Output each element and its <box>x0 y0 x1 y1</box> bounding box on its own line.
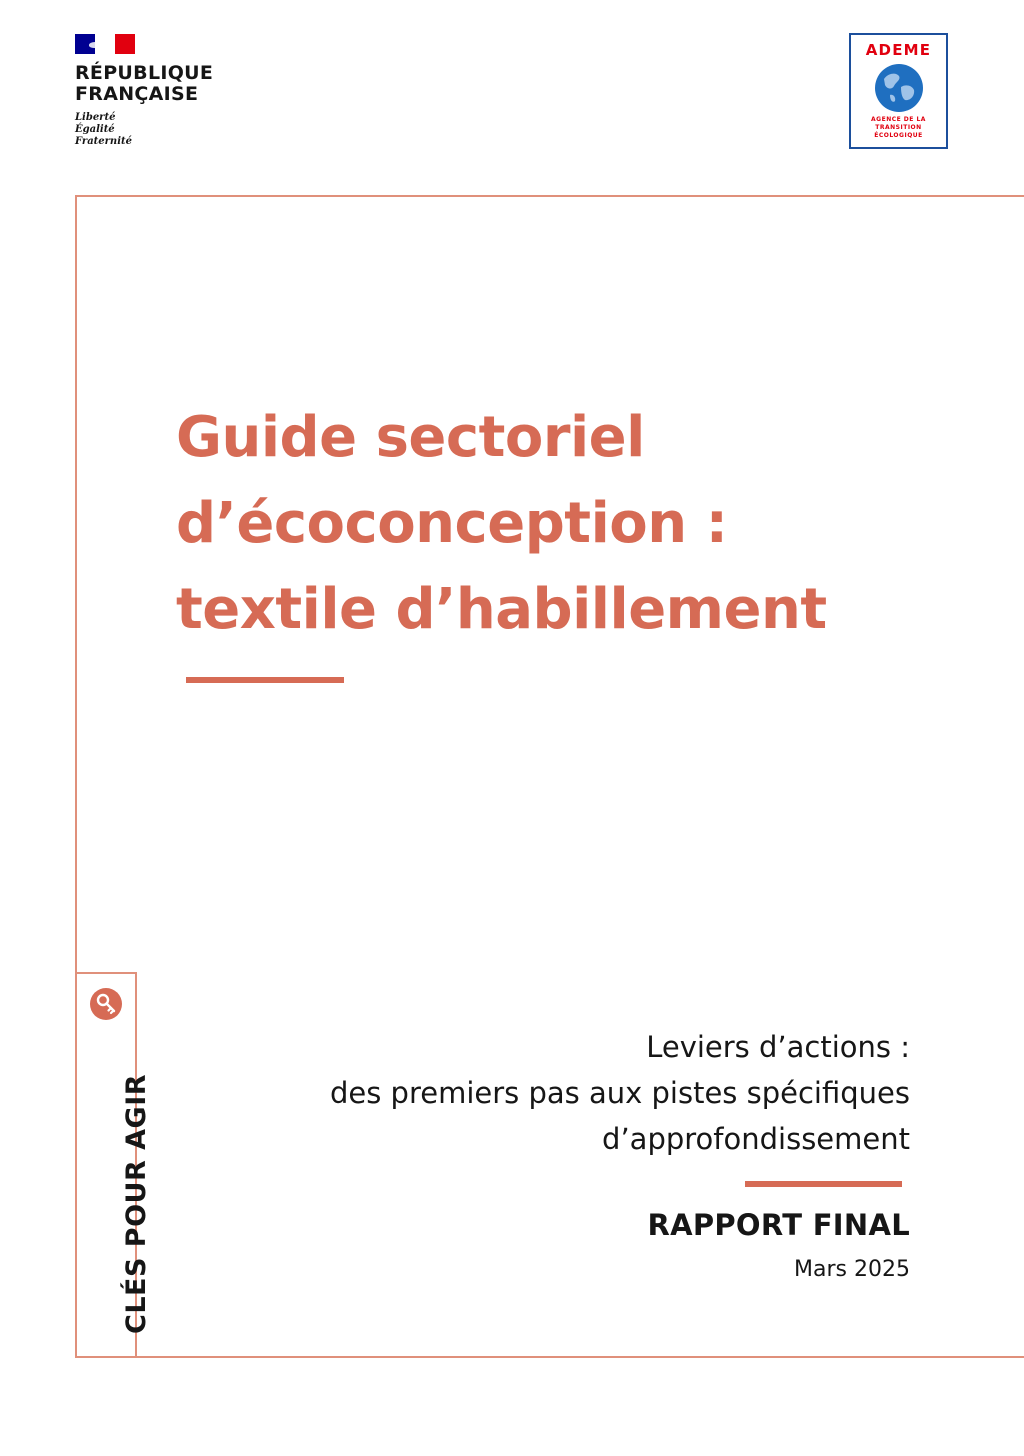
ademe-name: ADEME <box>865 41 932 59</box>
subtitle-line-2: des premiers pas aux pistes spécifiques <box>329 1076 910 1110</box>
ademe-logo <box>849 33 948 149</box>
motto-egalite: Égalité <box>75 124 115 135</box>
report-label: RAPPORT FINAL <box>647 1208 910 1242</box>
motto-fraternite: Fraternité <box>75 136 132 147</box>
frame-top-border <box>75 195 1024 197</box>
french-flag-icon <box>75 34 135 54</box>
motto-liberte: Liberté <box>75 112 116 123</box>
key-icon <box>90 988 122 1020</box>
republique-name-line-1: RÉPUBLIQUE <box>75 62 214 84</box>
side-tab <box>75 972 152 1358</box>
republique-name-line-2: FRANÇAISE <box>75 83 199 105</box>
title-divider <box>186 677 344 683</box>
ademe-tagline <box>851 116 946 140</box>
republique-francaise-name <box>75 63 235 105</box>
side-tab-label: CLÉS POUR AGIR <box>121 1073 152 1334</box>
republique-francaise-logo <box>75 34 235 148</box>
ademe-tagline-line-3: ÉCOLOGIQUE <box>874 132 923 139</box>
title-line-2: d’écoconception : <box>176 491 728 556</box>
title-line-3: textile d’habillement <box>176 577 827 642</box>
globe-icon <box>874 63 924 113</box>
title-line-1: Guide sectoriel <box>176 405 645 470</box>
ademe-tagline-line-2: TRANSITION <box>875 124 922 131</box>
subtitle-line-3: d’approfondissement <box>602 1122 910 1156</box>
republique-motto <box>75 112 235 148</box>
subtitle <box>190 1024 910 1162</box>
report-date: Mars 2025 <box>794 1257 910 1282</box>
subtitle-divider <box>745 1181 902 1187</box>
frame-bottom-border <box>75 1356 1024 1358</box>
page-title <box>176 395 976 653</box>
ademe-tagline-line-1: AGENCE DE LA <box>871 116 926 123</box>
subtitle-line-1: Leviers d’actions : <box>646 1030 910 1064</box>
